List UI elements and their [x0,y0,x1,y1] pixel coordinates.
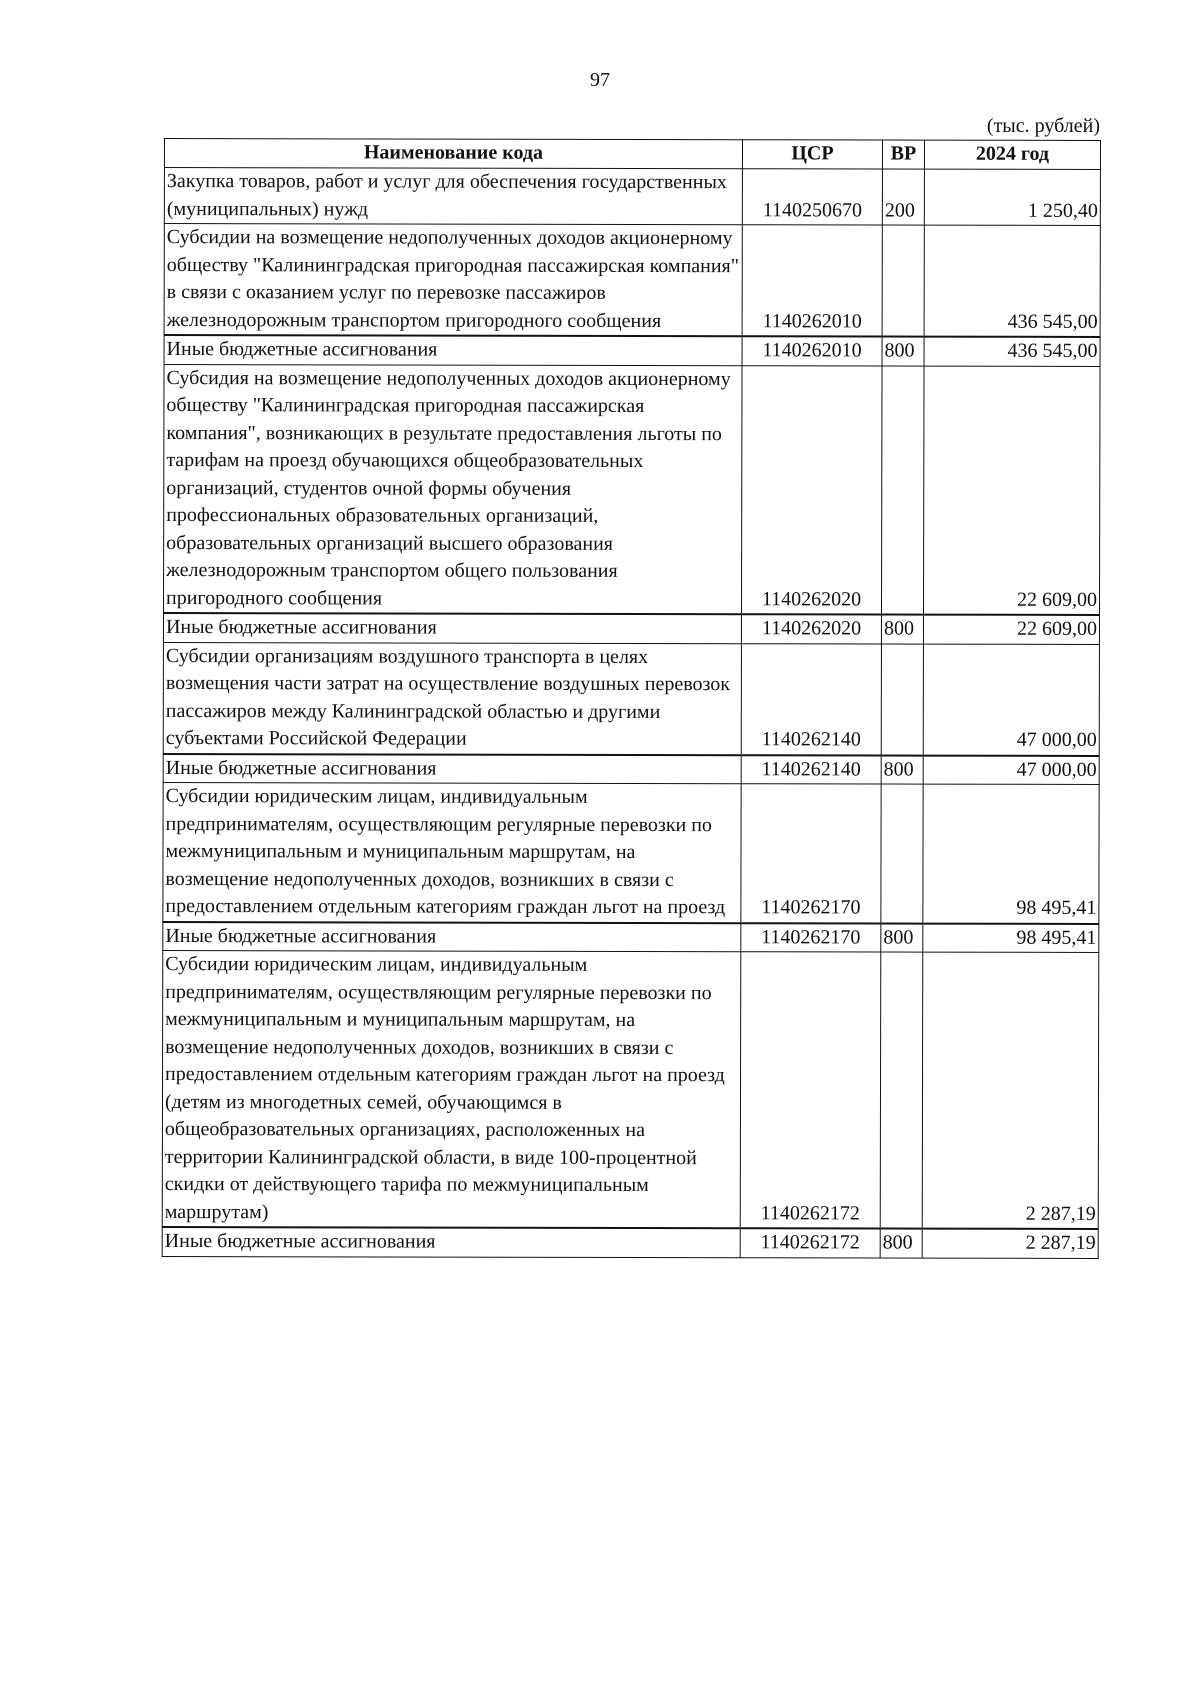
row-vr: 800 [882,337,924,366]
row-vr [881,784,923,923]
table-row [164,335,1100,366]
page-number: 97 [590,69,610,91]
row-sum: 47 000,00 [923,755,1099,784]
row-vr: 800 [880,1229,922,1258]
row-vr: 200 [882,169,924,225]
row-csr: 1140262170 [741,784,881,923]
row-name: Субсидии юридическим лицам, индивидуальным предпринимателям, осуществляющим регулярные перевозки по межмуниципальным и муниципальным маршрутам, на возмещение недополученных доходов, возникших в связи с предоставлением отдельным категориям граждан льгот на проезд [163,782,741,922]
row-sum: 98 495,41 [923,923,1099,952]
header-csr: ЦСР [742,140,882,169]
row-csr: 1140262140 [741,755,881,784]
table-row [163,782,1099,923]
table-row [162,1227,1098,1258]
row-sum: 22 609,00 [924,366,1101,615]
row-sum: 436 545,00 [924,225,1100,337]
row-vr: 800 [881,615,923,644]
row-name: Иные бюджетные ассигнования [162,1227,740,1257]
row-sum: 1 250,40 [924,169,1100,225]
budget-table [162,138,1101,1258]
table-row [163,642,1099,755]
row-name: Субсидия на возмещение недополученных доходов акционерному обществу "Калининградская пригородная пассажирская компания", возникающих в результате предоставления льготы по тарифам на проезд обучающихся общеобразовательных организаций, студентов очной формы обучения профессиональных образовательных организаций, образовательных организаций высшего образования железнодорожным транспортом общего пользования пригородного сообщения [164,364,743,614]
row-vr [880,952,923,1229]
row-name: Иные бюджетные ассигнования [163,753,741,783]
row-csr: 1140262020 [741,614,881,643]
row-csr: 1140262010 [742,336,882,365]
header-name: Наименование кода [164,139,742,169]
row-csr: 1140250670 [742,169,882,225]
row-name: Субсидии на возмещение недополученных доходов акционерному обществу "Калининградская пригородная пассажирская компания" в связи с оказанием услуг по перевозке пассажиров железнодорожным транспортом пригородного сообщения [164,224,742,337]
row-vr [882,366,925,615]
units-label: (тыс. рублей) [986,115,1100,137]
row-csr: 1140262010 [742,225,882,337]
row-vr [881,644,923,756]
table-row [164,364,1101,615]
table-row [164,168,1100,226]
row-name: Субсидии организациям воздушного транспорта в целях возмещения части затрат на осуществление воздушных перевозок пассажиров между Калининградской областью и другими субъектами Российской Федерации [163,642,741,755]
row-sum: 436 545,00 [924,337,1100,366]
row-name: Закупка товаров, работ и услуг для обеспечения государственных (муниципальных) нужд [164,168,742,225]
header-vr: ВР [882,140,924,169]
table-row [163,613,1099,644]
row-name: Иные бюджетные ассигнования [163,921,741,951]
table-row [163,921,1099,952]
row-vr [882,225,924,337]
row-name: Субсидии юридическим лицам, индивидуальным предпринимателям, осуществляющим регулярные перевозки по межмуниципальным и муниципальным маршрутам, на возмещение недополученных доходов, возникших в связи с предоставлением отдельным категориям граждан льгот на проезд (детям из многодетных семей, обучающимся в общеобразовательных организациях, расположенных на территории Калининградской области, в виде 100-процентной скидки от действующего тарифа по межмуниципальным маршрутам) [162,950,741,1228]
table-row [163,753,1099,784]
row-csr: 1140262170 [741,923,881,952]
row-name: Иные бюджетные ассигнования [163,613,741,643]
row-csr: 1140262172 [740,1228,880,1257]
table-row [162,950,1099,1228]
row-sum: 22 609,00 [923,615,1099,644]
row-sum: 47 000,00 [923,644,1099,756]
row-sum: 2 287,19 [922,1229,1098,1258]
table-row [164,224,1100,337]
row-csr: 1140262172 [740,952,881,1229]
row-sum: 98 495,41 [923,784,1099,923]
row-name: Иные бюджетные ассигнования [164,335,742,365]
row-sum: 2 287,19 [922,952,1099,1229]
row-csr: 1140262020 [742,365,883,614]
header-sum: 2024 год [924,140,1100,169]
table-header-row [164,139,1100,170]
row-csr: 1140262140 [741,643,881,755]
row-vr: 800 [881,755,923,784]
row-vr: 800 [881,923,923,952]
